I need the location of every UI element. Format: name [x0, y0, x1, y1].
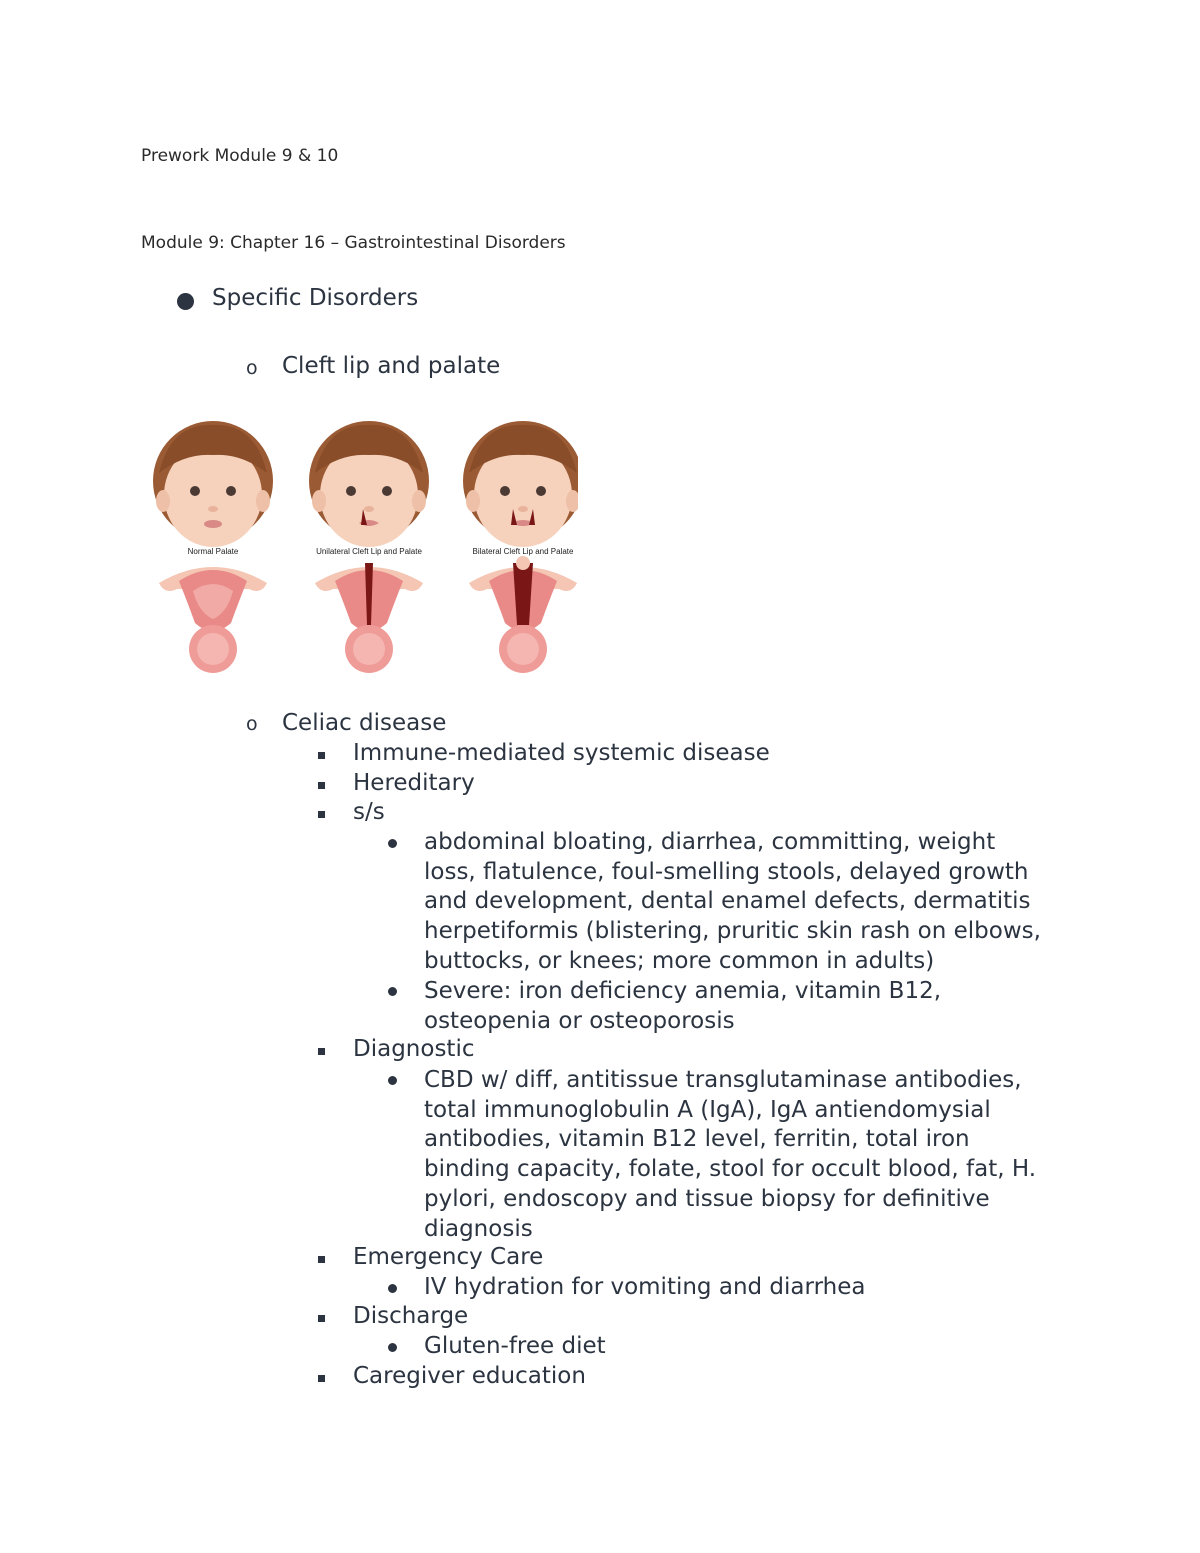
bullet-dot-icon — [388, 1284, 397, 1293]
figure-label-normal: Normal Palate — [187, 547, 239, 556]
section-heading: Specific Disorders — [212, 285, 419, 311]
bullet-circle-icon: o — [246, 357, 258, 379]
document-title: Prework Module 9 & 10 — [141, 146, 339, 166]
bullet-dot-icon — [388, 1343, 397, 1352]
list-item: Caregiver education — [353, 1363, 586, 1389]
bullet-square-icon — [318, 752, 325, 759]
list-item: Severe: iron deficiency anemia, vitamin B12, osteopenia or osteoporosis — [424, 978, 942, 1034]
list-item: s/s — [353, 799, 385, 825]
bullet-square-icon — [318, 1256, 325, 1263]
cleft-palate-figure — [141, 413, 578, 679]
bullet-dot-icon — [388, 839, 397, 848]
bullet-square-icon — [318, 782, 325, 789]
list-item: Discharge — [353, 1303, 469, 1329]
bullet-circle-icon: o — [246, 713, 258, 735]
list-item: Emergency Care — [353, 1244, 544, 1270]
list-item: abdominal bloating, diarrhea, committing, weight loss, flatulence, foul-smelling stools, delayed growth and development, dental enamel defects, dermatitis herpetiformis (blistering, pruritic skin rash on elbows, buttocks, or knees; more common in adults) — [424, 829, 1041, 974]
bullet-square-icon — [318, 1375, 325, 1382]
bullet-dot-icon — [388, 987, 397, 996]
bullet-square-icon — [318, 1315, 325, 1322]
list-item: IV hydration for vomiting and diarrhea — [424, 1274, 866, 1300]
bullet-disc-icon — [177, 293, 194, 310]
figure-label-unilateral: Unilateral Cleft Lip and Palate — [316, 547, 422, 556]
bullet-dot-icon — [388, 1076, 397, 1085]
list-item: Diagnostic — [353, 1036, 475, 1062]
bullet-square-icon — [318, 1048, 325, 1055]
module-heading: Module 9: Chapter 16 – Gastrointestinal Disorders — [141, 233, 566, 253]
list-item: Hereditary — [353, 770, 475, 796]
list-item: Immune-mediated systemic disease — [353, 740, 770, 766]
bullet-square-icon — [318, 811, 325, 818]
topic-cleft-label: Cleft lip and palate — [282, 353, 501, 379]
list-item: Gluten-free diet — [424, 1333, 606, 1359]
figure-label-bilateral: Bilateral Cleft Lip and Palate — [472, 547, 574, 556]
topic-celiac-label: Celiac disease — [282, 710, 447, 736]
list-item: CBD w/ diff, antitissue transglutaminase antibodies, total immunoglobulin A (IgA), IgA antiendomysial antibodies, vitamin B12 level, ferritin, total iron binding capacity, folate, stool for occult blood, fat, H. pylori, endoscopy and tissue biopsy for definitive diagnosis — [424, 1067, 1037, 1242]
